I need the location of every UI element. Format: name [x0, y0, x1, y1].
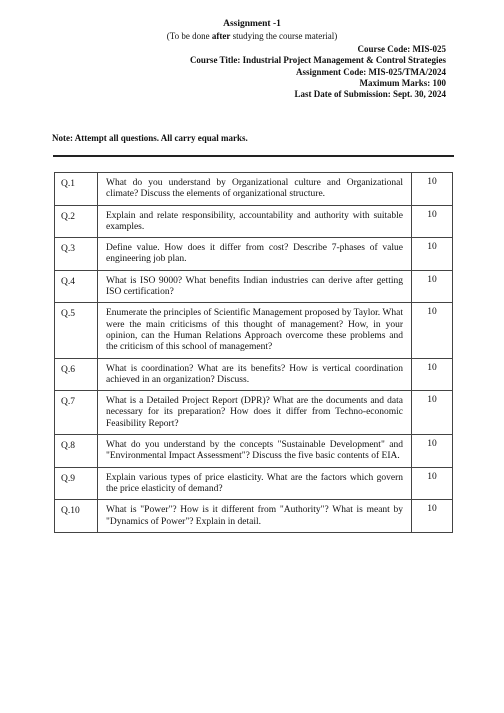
question-number: Q.5	[55, 303, 98, 358]
question-marks: 10	[412, 173, 453, 206]
question-row	[55, 270, 453, 303]
question-number: Q.1	[55, 173, 98, 206]
question-text: What is a Detailed Project Report (DPR)? What are the documents and data necessary for its preparation? How does it differ from Techno-economic Feasibility Report?	[98, 391, 412, 435]
question-marks: 10	[412, 303, 453, 358]
question-marks: 10	[412, 205, 453, 238]
question-row	[55, 303, 453, 358]
course-title: Course Title: Industrial Project Management & Control Strategies	[189, 55, 446, 66]
subtitle-after: studying the course material)	[230, 31, 338, 41]
question-number: Q.8	[55, 435, 98, 468]
question-row	[55, 435, 453, 468]
assignment-code: Assignment Code: MIS-025/TMA/2024	[296, 66, 446, 77]
question-marks: 10	[412, 391, 453, 435]
question-text: Enumerate the principles of Scientific Management proposed by Taylor. What were the main criticisms of this thought of management? How, in your opinion, can the Human Relations Approach overcome these problems and the criticism of this school of management?	[98, 303, 412, 358]
question-number: Q.7	[55, 391, 98, 435]
question-text: What is "Power"? How is it different from "Authority"? What is meant by "Dynamics of Power"? Explain in detail.	[98, 500, 412, 533]
question-marks: 10	[412, 435, 453, 468]
question-text: What do you understand by Organizational culture and Organizational climate? Discuss the elements of organizational structure.	[98, 173, 412, 206]
question-marks: 10	[412, 238, 453, 271]
question-row	[55, 500, 453, 533]
question-number: Q.6	[55, 358, 98, 391]
subtitle-emphasis: after	[211, 31, 231, 41]
question-marks: 10	[412, 467, 453, 500]
question-number: Q.9	[55, 467, 98, 500]
question-number: Q.4	[55, 270, 98, 303]
instructions-note: Note: Attempt all questions. All carry equal marks.	[52, 133, 248, 143]
course-code: Course Code: MIS-025	[357, 44, 446, 54]
assignment-subtitle	[0, 31, 504, 42]
divider	[53, 155, 454, 157]
question-marks: 10	[412, 270, 453, 303]
course-meta	[190, 44, 446, 100]
question-row	[55, 391, 453, 435]
questions-table	[54, 172, 453, 533]
question-number: Q.3	[55, 238, 98, 271]
question-row	[55, 173, 453, 206]
questions-body	[55, 173, 453, 533]
question-marks: 10	[412, 358, 453, 391]
assignment-title: Assignment -1	[223, 19, 281, 29]
question-text: Explain and relate responsibility, accountability and authority with suitable examples.	[98, 205, 412, 238]
subtitle-before: (To be done	[166, 31, 212, 41]
question-row	[55, 238, 453, 271]
question-number: Q.10	[55, 500, 98, 533]
question-row	[55, 358, 453, 391]
question-marks: 10	[412, 500, 453, 533]
question-text: What is coordination? What are its benefits? How is vertical coordination achieved in an organization? Discuss.	[98, 358, 412, 391]
question-row	[55, 205, 453, 238]
question-text: What is ISO 9000? What benefits Indian industries can derive after getting ISO certification?	[98, 270, 412, 303]
maximum-marks: Maximum Marks: 100	[359, 77, 446, 88]
question-text: What do you understand by the concepts "Sustainable Development" and "Environmental Impact Assessment"? Discuss the five basic contents of EIA.	[98, 435, 412, 468]
question-row	[55, 467, 453, 500]
question-text: Define value. How does it differ from cost? Describe 7-phases of value engineering job plan.	[98, 238, 412, 271]
last-date: Last Date of Submission: Sept. 30, 2024	[294, 89, 446, 100]
question-text: Explain various types of price elasticity. What are the factors which govern the price elasticity of demand?	[98, 467, 412, 500]
question-number: Q.2	[55, 205, 98, 238]
